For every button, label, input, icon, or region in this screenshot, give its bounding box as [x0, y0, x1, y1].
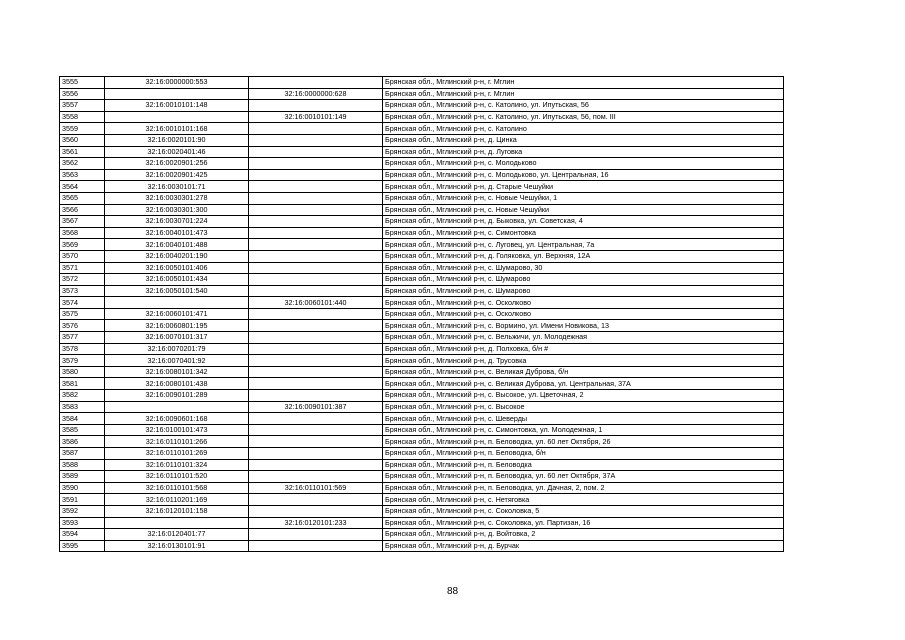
cadastral-number-cell	[105, 88, 249, 100]
table-row	[60, 274, 784, 286]
property-registry-table	[59, 76, 784, 552]
address-cell: Брянская обл., Мглинский р-н, с. Католино, ул. Ипутьская, 56, пом. III	[383, 111, 784, 123]
row-number-cell: 3592	[60, 505, 105, 517]
table-row	[60, 471, 784, 483]
table-row	[60, 123, 784, 135]
table-row	[60, 505, 784, 517]
cadastral-number-cell: 32:16:0110101:520	[105, 471, 249, 483]
row-number-cell: 3591	[60, 494, 105, 506]
address-cell: Брянская обл., Мглинский р-н, с. Симонтовка	[383, 227, 784, 239]
address-cell: Брянская обл., Мглинский р-н, с. Соколовка, 5	[383, 505, 784, 517]
linked-cadastral-number-cell	[249, 355, 383, 367]
cadastral-number-cell: 32:16:0080101:438	[105, 378, 249, 390]
linked-cadastral-number-cell: 32:16:0120101:233	[249, 517, 383, 529]
table-row	[60, 378, 784, 390]
cadastral-number-cell: 32:16:0060801:195	[105, 320, 249, 332]
table-row	[60, 111, 784, 123]
linked-cadastral-number-cell	[249, 529, 383, 541]
table-row	[60, 169, 784, 181]
linked-cadastral-number-cell	[249, 250, 383, 262]
linked-cadastral-number-cell	[249, 158, 383, 170]
address-cell: Брянская обл., Мглинский р-н, г. Мглин	[383, 88, 784, 100]
table-row	[60, 227, 784, 239]
row-number-cell: 3567	[60, 216, 105, 228]
row-number-cell: 3576	[60, 320, 105, 332]
address-cell: Брянская обл., Мглинский р-н, д. Голяковка, ул. Верхняя, 12А	[383, 250, 784, 262]
row-number-cell: 3565	[60, 192, 105, 204]
table-row	[60, 239, 784, 251]
cadastral-number-cell: 32:16:0050101:540	[105, 285, 249, 297]
cadastral-number-cell: 32:16:0070401:92	[105, 355, 249, 367]
linked-cadastral-number-cell	[249, 262, 383, 274]
row-number-cell: 3593	[60, 517, 105, 529]
address-cell: Брянская обл., Мглинский р-н, п. Беловодка, ул. 60 лет Октября, 26	[383, 436, 784, 448]
cadastral-number-cell: 32:16:0110101:266	[105, 436, 249, 448]
row-number-cell: 3573	[60, 285, 105, 297]
linked-cadastral-number-cell	[249, 146, 383, 158]
row-number-cell: 3566	[60, 204, 105, 216]
address-cell: Брянская обл., Мглинский р-н, д. Полховка, б/н #	[383, 343, 784, 355]
cadastral-number-cell: 32:16:0030701:224	[105, 216, 249, 228]
linked-cadastral-number-cell: 32:16:0000000:628	[249, 88, 383, 100]
table-row	[60, 424, 784, 436]
table-row	[60, 401, 784, 413]
table-row	[60, 250, 784, 262]
cadastral-number-cell: 32:16:0130101:91	[105, 540, 249, 552]
cadastral-number-cell: 32:16:0020901:425	[105, 169, 249, 181]
table-row	[60, 494, 784, 506]
address-cell: Брянская обл., Мглинский р-н, п. Беловодка	[383, 459, 784, 471]
linked-cadastral-number-cell	[249, 239, 383, 251]
cadastral-number-cell: 32:16:0040101:473	[105, 227, 249, 239]
linked-cadastral-number-cell	[249, 285, 383, 297]
row-number-cell: 3585	[60, 424, 105, 436]
table-row	[60, 366, 784, 378]
address-cell: Брянская обл., Мглинский р-н, с. Вельжичи, ул. Молодежная	[383, 332, 784, 344]
table-row	[60, 355, 784, 367]
address-cell: Брянская обл., Мглинский р-н, с. Новые Чешуйки	[383, 204, 784, 216]
address-cell: Брянская обл., Мглинский р-н, с. Высокое	[383, 401, 784, 413]
table-row	[60, 88, 784, 100]
cadastral-number-cell: 32:16:0070201:79	[105, 343, 249, 355]
row-number-cell: 3590	[60, 482, 105, 494]
linked-cadastral-number-cell: 32:16:0090101:387	[249, 401, 383, 413]
linked-cadastral-number-cell	[249, 192, 383, 204]
linked-cadastral-number-cell	[249, 424, 383, 436]
address-cell: Брянская обл., Мглинский р-н, с. Молодьково	[383, 158, 784, 170]
row-number-cell: 3582	[60, 390, 105, 402]
address-cell: Брянская обл., Мглинский р-н, с. Новые Чешуйки, 1	[383, 192, 784, 204]
table-row	[60, 181, 784, 193]
cadastral-number-cell	[105, 401, 249, 413]
table-row	[60, 134, 784, 146]
cadastral-number-cell: 32:16:0090101:289	[105, 390, 249, 402]
row-number-cell: 3587	[60, 448, 105, 460]
row-number-cell: 3574	[60, 297, 105, 309]
address-cell: Брянская обл., Мглинский р-н, д. Войтовка, 2	[383, 529, 784, 541]
address-cell: Брянская обл., Мглинский р-н, с. Осколково	[383, 308, 784, 320]
cadastral-number-cell: 32:16:0020901:256	[105, 158, 249, 170]
cadastral-number-cell: 32:16:0030301:278	[105, 192, 249, 204]
linked-cadastral-number-cell	[249, 436, 383, 448]
row-number-cell: 3581	[60, 378, 105, 390]
linked-cadastral-number-cell	[249, 448, 383, 460]
address-cell: Брянская обл., Мглинский р-н, д. Цинка	[383, 134, 784, 146]
table-row	[60, 517, 784, 529]
address-cell: Брянская обл., Мглинский р-н, с. Шеверды	[383, 413, 784, 425]
row-number-cell: 3569	[60, 239, 105, 251]
row-number-cell: 3580	[60, 366, 105, 378]
row-number-cell: 3556	[60, 88, 105, 100]
address-cell: Брянская обл., Мглинский р-н, д. Луговка	[383, 146, 784, 158]
row-number-cell: 3570	[60, 250, 105, 262]
cadastral-number-cell	[105, 111, 249, 123]
address-cell: Брянская обл., Мглинский р-н, с. Молодьково, ул. Центральная, 16	[383, 169, 784, 181]
table-row	[60, 332, 784, 344]
linked-cadastral-number-cell	[249, 227, 383, 239]
linked-cadastral-number-cell	[249, 308, 383, 320]
cadastral-number-cell: 32:16:0040101:488	[105, 239, 249, 251]
linked-cadastral-number-cell	[249, 332, 383, 344]
row-number-cell: 3586	[60, 436, 105, 448]
table-row	[60, 343, 784, 355]
linked-cadastral-number-cell	[249, 216, 383, 228]
table-row	[60, 100, 784, 112]
row-number-cell: 3583	[60, 401, 105, 413]
row-number-cell: 3559	[60, 123, 105, 135]
table-row	[60, 436, 784, 448]
cadastral-number-cell: 32:16:0010101:168	[105, 123, 249, 135]
cadastral-number-cell: 32:16:0040201:190	[105, 250, 249, 262]
linked-cadastral-number-cell	[249, 494, 383, 506]
linked-cadastral-number-cell	[249, 204, 383, 216]
table-row	[60, 262, 784, 274]
cadastral-number-cell: 32:16:0110101:324	[105, 459, 249, 471]
cadastral-number-cell: 32:16:0050101:434	[105, 274, 249, 286]
cadastral-number-cell: 32:16:0030301:300	[105, 204, 249, 216]
cadastral-number-cell: 32:16:0110201:169	[105, 494, 249, 506]
linked-cadastral-number-cell	[249, 123, 383, 135]
linked-cadastral-number-cell	[249, 343, 383, 355]
address-cell: Брянская обл., Мглинский р-н, п. Беловодка, б/н	[383, 448, 784, 460]
table-row	[60, 216, 784, 228]
address-cell: Брянская обл., Мглинский р-н, п. Беловодка, ул. 60 лет Октября, 37А	[383, 471, 784, 483]
address-cell: Брянская обл., Мглинский р-н, с. Нетяговка	[383, 494, 784, 506]
linked-cadastral-number-cell	[249, 134, 383, 146]
row-number-cell: 3557	[60, 100, 105, 112]
table-row	[60, 482, 784, 494]
row-number-cell: 3555	[60, 77, 105, 89]
cadastral-number-cell	[105, 297, 249, 309]
address-cell: Брянская обл., Мглинский р-н, д. Бурчак	[383, 540, 784, 552]
table-row	[60, 413, 784, 425]
row-number-cell: 3579	[60, 355, 105, 367]
linked-cadastral-number-cell	[249, 181, 383, 193]
linked-cadastral-number-cell	[249, 540, 383, 552]
table-row	[60, 540, 784, 552]
row-number-cell: 3589	[60, 471, 105, 483]
cadastral-number-cell: 32:16:0100101:473	[105, 424, 249, 436]
address-cell: Брянская обл., Мглинский р-н, с. Католино, ул. Ипутьская, 56	[383, 100, 784, 112]
linked-cadastral-number-cell	[249, 390, 383, 402]
linked-cadastral-number-cell	[249, 100, 383, 112]
linked-cadastral-number-cell: 32:16:0110101:569	[249, 482, 383, 494]
cadastral-number-cell: 32:16:0020101:90	[105, 134, 249, 146]
address-cell: Брянская обл., Мглинский р-н, п. Беловодка, ул. Дачная, 2, пом. 2	[383, 482, 784, 494]
row-number-cell: 3572	[60, 274, 105, 286]
table-row	[60, 192, 784, 204]
linked-cadastral-number-cell	[249, 274, 383, 286]
table-row	[60, 146, 784, 158]
cadastral-number-cell: 32:16:0110101:269	[105, 448, 249, 460]
address-cell: Брянская обл., Мглинский р-н, с. Высокое, ул. Цветочная, 2	[383, 390, 784, 402]
registry-table-body	[60, 77, 784, 552]
address-cell: Брянская обл., Мглинский р-н, с. Соколовка, ул. Партизан, 16	[383, 517, 784, 529]
row-number-cell: 3575	[60, 308, 105, 320]
linked-cadastral-number-cell: 32:16:0010101:149	[249, 111, 383, 123]
row-number-cell: 3594	[60, 529, 105, 541]
row-number-cell: 3563	[60, 169, 105, 181]
table-row	[60, 77, 784, 89]
cadastral-number-cell: 32:16:0020401:46	[105, 146, 249, 158]
cadastral-number-cell: 32:16:0090601:168	[105, 413, 249, 425]
address-cell: Брянская обл., Мглинский р-н, с. Симонтовка, ул. Молодежная, 1	[383, 424, 784, 436]
cadastral-number-cell: 32:16:0030101:71	[105, 181, 249, 193]
linked-cadastral-number-cell	[249, 505, 383, 517]
row-number-cell: 3562	[60, 158, 105, 170]
cadastral-number-cell: 32:16:0120401:77	[105, 529, 249, 541]
table-row	[60, 158, 784, 170]
row-number-cell: 3560	[60, 134, 105, 146]
linked-cadastral-number-cell: 32:16:0060101:440	[249, 297, 383, 309]
row-number-cell: 3588	[60, 459, 105, 471]
linked-cadastral-number-cell	[249, 459, 383, 471]
address-cell: Брянская обл., Мглинский р-н, г. Мглин	[383, 77, 784, 89]
row-number-cell: 3561	[60, 146, 105, 158]
row-number-cell: 3595	[60, 540, 105, 552]
address-cell: Брянская обл., Мглинский р-н, д. Быковка, ул. Советская, 4	[383, 216, 784, 228]
row-number-cell: 3558	[60, 111, 105, 123]
row-number-cell: 3571	[60, 262, 105, 274]
cadastral-number-cell: 32:16:0070101:317	[105, 332, 249, 344]
table-row	[60, 320, 784, 332]
table-row	[60, 297, 784, 309]
linked-cadastral-number-cell	[249, 169, 383, 181]
address-cell: Брянская обл., Мглинский р-н, с. Католино	[383, 123, 784, 135]
cadastral-number-cell: 32:16:0080101:342	[105, 366, 249, 378]
address-cell: Брянская обл., Мглинский р-н, с. Шумарово	[383, 285, 784, 297]
table-row	[60, 390, 784, 402]
linked-cadastral-number-cell	[249, 366, 383, 378]
cadastral-number-cell: 32:16:0060101:471	[105, 308, 249, 320]
linked-cadastral-number-cell	[249, 320, 383, 332]
table-row	[60, 308, 784, 320]
cadastral-number-cell: 32:16:0120101:158	[105, 505, 249, 517]
address-cell: Брянская обл., Мглинский р-н, д. Старые Чешуйки	[383, 181, 784, 193]
address-cell: Брянская обл., Мглинский р-н, с. Шумарово, 30	[383, 262, 784, 274]
table-row	[60, 204, 784, 216]
address-cell: Брянская обл., Мглинский р-н, с. Осколково	[383, 297, 784, 309]
address-cell: Брянская обл., Мглинский р-н, с. Великая Дуброва, б/н	[383, 366, 784, 378]
table-row	[60, 285, 784, 297]
row-number-cell: 3568	[60, 227, 105, 239]
cadastral-number-cell: 32:16:0110101:568	[105, 482, 249, 494]
table-row	[60, 529, 784, 541]
row-number-cell: 3578	[60, 343, 105, 355]
address-cell: Брянская обл., Мглинский р-н, с. Шумарово	[383, 274, 784, 286]
address-cell: Брянская обл., Мглинский р-н, д. Трусовка	[383, 355, 784, 367]
address-cell: Брянская обл., Мглинский р-н, с. Луговец, ул. Центральная, 7а	[383, 239, 784, 251]
address-cell: Брянская обл., Мглинский р-н, с. Великая Дуброва, ул. Центральная, 37А	[383, 378, 784, 390]
row-number-cell: 3577	[60, 332, 105, 344]
linked-cadastral-number-cell	[249, 77, 383, 89]
cadastral-number-cell	[105, 517, 249, 529]
row-number-cell: 3584	[60, 413, 105, 425]
page-number: 88	[446, 586, 459, 597]
table-row	[60, 459, 784, 471]
table-row	[60, 448, 784, 460]
linked-cadastral-number-cell	[249, 471, 383, 483]
linked-cadastral-number-cell	[249, 413, 383, 425]
cadastral-number-cell: 32:16:0000000:553	[105, 77, 249, 89]
cadastral-number-cell: 32:16:0010101:148	[105, 100, 249, 112]
row-number-cell: 3564	[60, 181, 105, 193]
linked-cadastral-number-cell	[249, 378, 383, 390]
address-cell: Брянская обл., Мглинский р-н, с. Вормино, ул. Имени Новикова, 13	[383, 320, 784, 332]
cadastral-number-cell: 32:16:0050101:406	[105, 262, 249, 274]
